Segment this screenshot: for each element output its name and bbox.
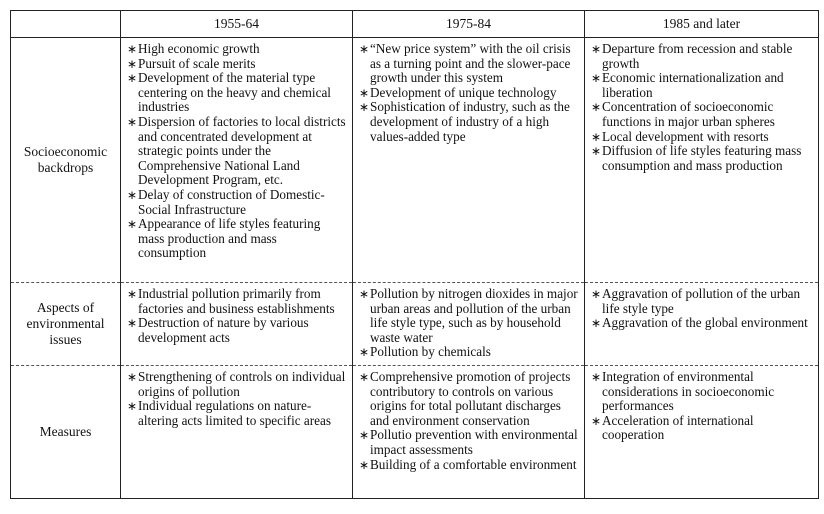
asterisk-bullet-icon: ∗ [591,42,602,56]
bullet-list [585,366,818,445]
row-socioeconomic-backdrops [11,38,819,283]
list-item [127,399,346,428]
asterisk-bullet-icon: ∗ [591,413,602,428]
asterisk-bullet-icon: ∗ [127,56,138,71]
list-item-text: Local development with resorts [602,128,769,144]
table-cell [353,283,585,366]
list-item [591,144,812,173]
row-environmental-issues [11,283,819,366]
list-item-text: Comprehensive promotion of projects contributory to controls on various origins for total pollutant discharges and environment conservation [370,369,571,428]
comparison-table [10,10,819,499]
header-corner [11,11,121,38]
asterisk-bullet-icon: ∗ [127,316,138,331]
asterisk-bullet-icon: ∗ [591,287,602,301]
table-cell [353,366,585,499]
table-cell [585,366,819,499]
list-item-text: Development of unique technology [370,84,557,100]
bullet-list [585,283,818,333]
header-period-1985-later: 1985 and later [585,11,819,38]
asterisk-bullet-icon: ∗ [127,114,138,129]
list-item-text: Destruction of nature by various development acts [138,315,309,345]
asterisk-bullet-icon: ∗ [359,457,370,472]
list-item-text: High economic growth [138,41,260,56]
bullet-list [353,283,584,362]
list-item-text: Individual regulations on nature-altering acts limited to specific areas [138,398,331,428]
list-item [591,130,812,145]
list-item-text: Pollutio prevention with environmental impact assessments [370,427,578,457]
document-sheet [10,10,818,506]
list-item-text: Sophistication of industry, such as the development of industry of a high values-added type [370,99,570,144]
list-item [127,57,346,72]
row-label: Aspects of environmental issues [11,283,121,366]
list-item [591,100,812,129]
list-item [359,345,578,360]
list-item-text: Dispersion of factories to local districts and concentrated development at strategic points under the Comprehensive National Land Development Program, etc. [138,113,346,188]
table-cell [353,38,585,283]
table-cell [585,38,819,283]
asterisk-bullet-icon: ∗ [127,399,138,414]
list-item [591,316,812,331]
list-item-text: Pollution by chemicals [370,344,491,360]
list-item [359,100,578,144]
table-cell [121,38,353,283]
list-item-text: Building of a comfortable environment [370,456,577,472]
asterisk-bullet-icon: ∗ [359,428,370,443]
table-cell [585,283,819,366]
row-label: Measures [11,366,121,499]
list-item [127,42,346,57]
asterisk-bullet-icon: ∗ [127,42,138,56]
asterisk-bullet-icon: ∗ [591,144,602,159]
list-item [127,287,346,316]
asterisk-bullet-icon: ∗ [127,370,138,384]
table-cell [121,283,353,366]
list-item [359,428,578,457]
list-item [359,287,578,345]
list-item-text: Pursuit of scale merits [138,55,256,71]
header-row [11,11,819,38]
list-item-text: Diffusion of life styles featuring mass consumption and mass production [602,143,802,173]
list-item-text: “New price system” with the oil crisis as a turning point and the slower-pace growth under this system [370,41,571,86]
header-period-1975-84: 1975-84 [353,11,585,38]
list-item [127,115,346,188]
list-item-text: Concentration of socioeconomic functions in major urban spheres [602,99,775,129]
list-item [127,370,346,399]
list-item-text: Aggravation of pollution of the urban life style type [602,286,801,316]
asterisk-bullet-icon: ∗ [127,287,138,301]
row-measures [11,366,819,499]
list-item [359,86,578,101]
bullet-list [121,38,352,263]
asterisk-bullet-icon: ∗ [591,370,602,384]
asterisk-bullet-icon: ∗ [591,100,602,115]
bullet-list [121,366,352,430]
asterisk-bullet-icon: ∗ [127,217,138,232]
list-item [591,370,812,414]
asterisk-bullet-icon: ∗ [359,42,370,56]
asterisk-bullet-icon: ∗ [591,71,602,86]
bullet-list [121,283,352,347]
bullet-list [353,38,584,146]
list-item-text: Economic internationalization and liberation [602,70,784,100]
list-item-text: Aggravation of the global environment [602,315,808,331]
list-item [127,217,346,261]
list-item-text: Appearance of life styles featuring mass production and mass consumption [138,216,321,261]
list-item [127,71,346,115]
list-item-text: Acceleration of international cooperation [602,412,754,443]
asterisk-bullet-icon: ∗ [591,129,602,144]
list-item [127,316,346,345]
row-label: Socioeconomic backdrops [11,38,121,283]
asterisk-bullet-icon: ∗ [359,370,370,384]
bullet-list [353,366,584,474]
list-item-text: Departure from recession and stable growth [602,41,793,71]
bullet-list [585,38,818,175]
asterisk-bullet-icon: ∗ [127,187,138,202]
table-cell [121,366,353,499]
list-item-text: Delay of construction of Domestic-Social Infrastructure [138,186,325,217]
list-item [359,42,578,86]
list-item [591,287,812,316]
asterisk-bullet-icon: ∗ [591,316,602,331]
list-item-text: Development of the material type centering on the heavy and chemical industries [138,70,331,115]
asterisk-bullet-icon: ∗ [359,85,370,100]
list-item-text: Pollution by nitrogen dioxides in major urban areas and pollution of the urban life style type, such as by household waste water [370,286,578,345]
list-item-text: Industrial pollution primarily from factories and business establishments [138,286,335,316]
asterisk-bullet-icon: ∗ [359,100,370,115]
asterisk-bullet-icon: ∗ [359,287,370,301]
asterisk-bullet-icon: ∗ [359,345,370,360]
list-item [591,71,812,100]
list-item [359,370,578,428]
list-item [591,42,812,71]
list-item [127,188,346,217]
list-item [591,414,812,443]
list-item-text: Integration of environmental considerations in socioeconomic performances [602,369,775,414]
asterisk-bullet-icon: ∗ [127,71,138,86]
list-item [359,458,578,473]
header-period-1955-64: 1955-64 [121,11,353,38]
list-item-text: Strengthening of controls on individual origins of pollution [138,369,346,399]
